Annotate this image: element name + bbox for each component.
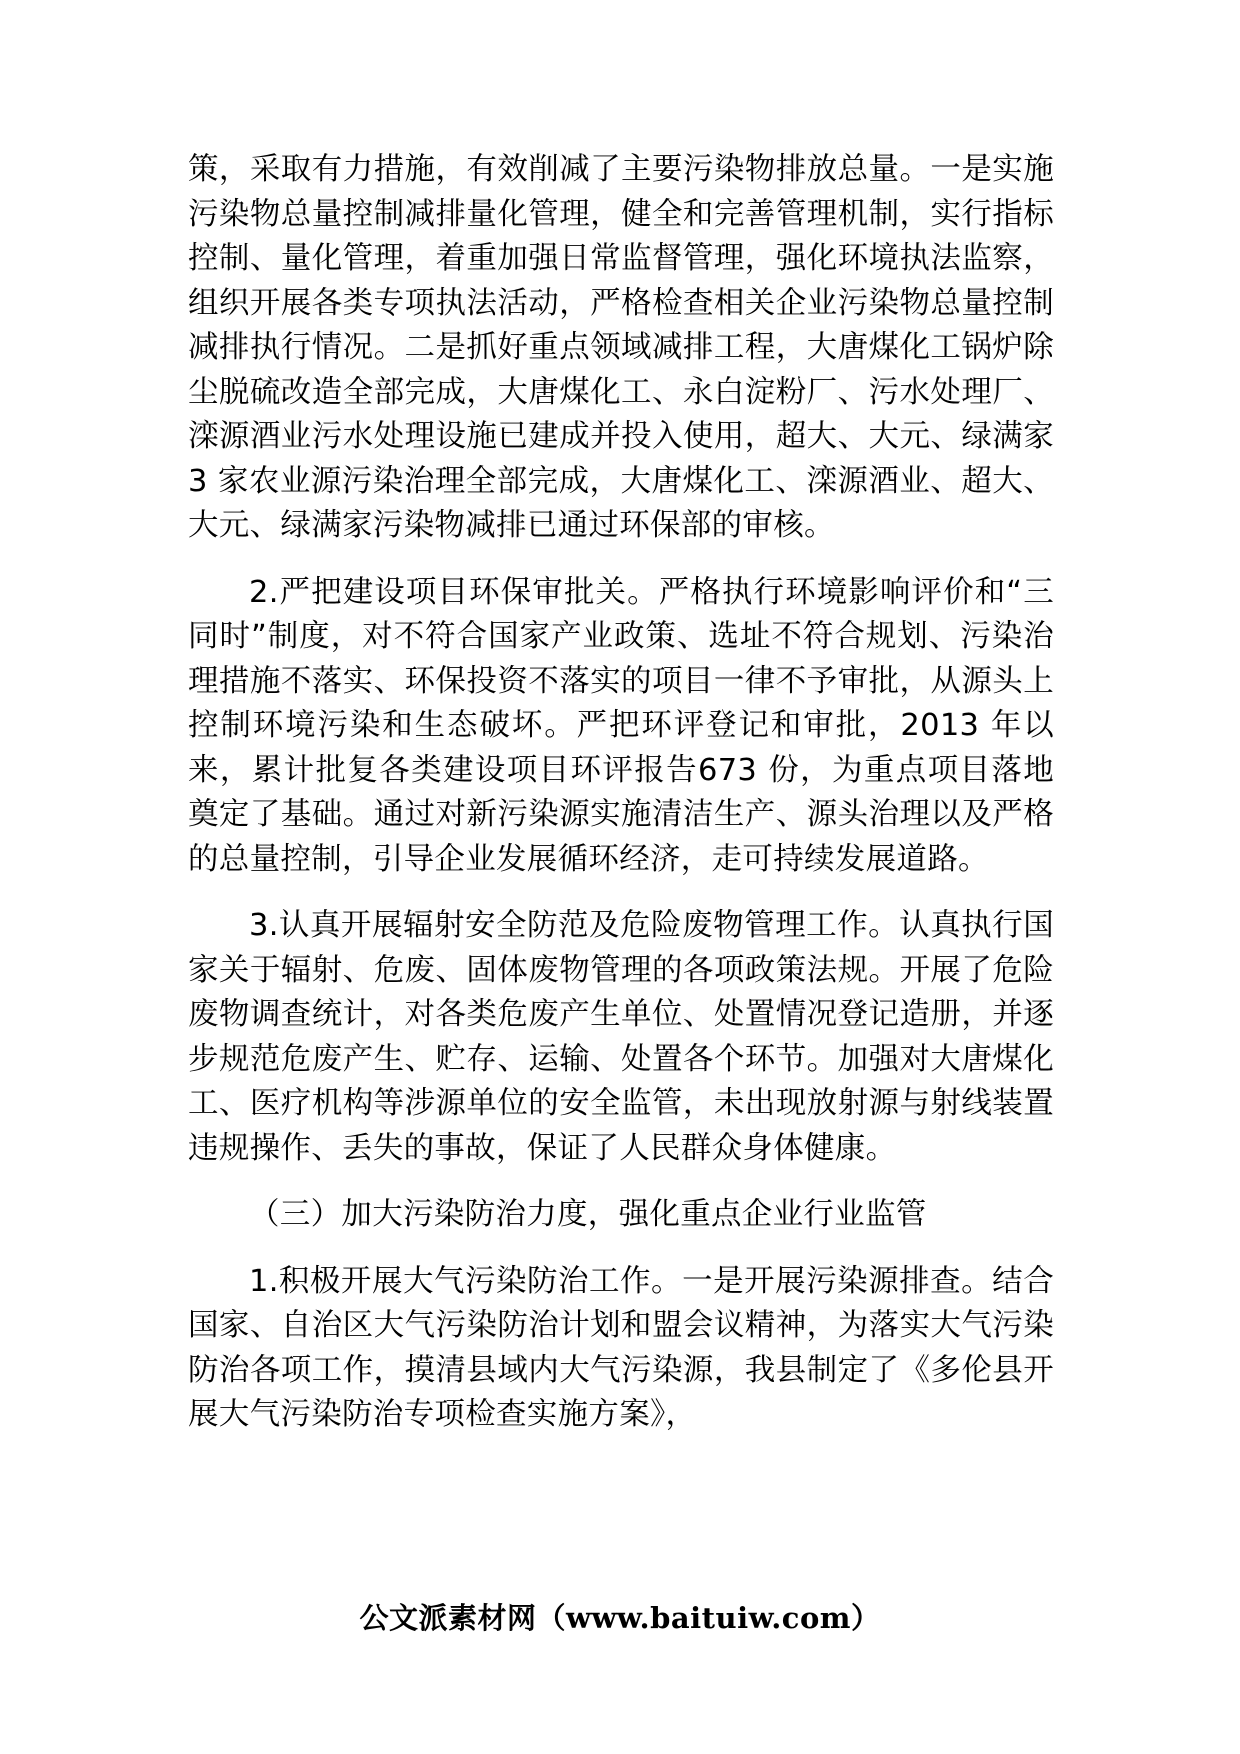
paragraph-item-1-air-pollution: 1.积极开展大气污染防治工作。一是开展污染源排查。结合国家、自治区大气污染防治计划和盟会议精神，为落实大气污染防治各项工作，摸清县域内大气污染源，我县制定了《多伦县开展大气污染防治专项检查实施方案》，	[188, 1263, 1054, 1432]
section-heading: （三）加大污染防治力度，强化重点企业行业监管	[249, 1197, 927, 1232]
document-body	[188, 148, 1054, 1460]
paragraph-item-3: 3.认真开展辐射安全防范及危险废物管理工作。认真执行国家关于辐射、危废、固体废物管理的各项政策法规。开展了危险废物调查统计，对各类危废产生单位、处置情况登记造册，并逐步规范危废产生、贮存、运输、处置各个环节。加强对大唐煤化工、医疗机构等涉源单位的安全监管，未出现放射源与射线装置违规操作、丢失的事故，保证了人民群众身体健康。	[188, 908, 1054, 1166]
paragraph-continuation: 策，采取有力措施，有效削减了主要污染物排放总量。一是实施污染物总量控制减排量化管理，健全和完善管理机制，实行指标控制、量化管理，着重加强日常监督管理，强化环境执法监察，组织开展各类专项执法活动，严格检查相关企业污染物总量控制减排执行情况。二是抓好重点领域减排工程，大唐煤化工锅炉除尘脱硫改造全部完成，大唐煤化工、永白淀粉厂、污水处理厂、滦源酒业污水处理设施已建成并投入使用，超大、大元、绿满家 3 家农业源污染治理全部完成，大唐煤化工、滦源酒业、超大、大元、绿满家污染物减排已通过环保部的审核。	[188, 152, 1054, 543]
paragraph-item-2: 2.严把建设项目环保审批关。严格执行环境影响评价和“三同时”制度，对不符合国家产业政策、选址不符合规划、污染治理措施不落实、环保投资不落实的项目一律不予审批，从源头上控制环境污染和生态破坏。严把环评登记和审批，2013 年以来，累计批复各类建设项目环评报告673 份，为重点项目落地奠定了基础。通过对新污染源实施清洁生产、源头治理以及严格的总量控制，引导企业发展循环经济，走可持续发展道路。	[188, 574, 1054, 877]
footer-watermark: 公文派素材网（www.baituiw.com）	[359, 1601, 881, 1635]
